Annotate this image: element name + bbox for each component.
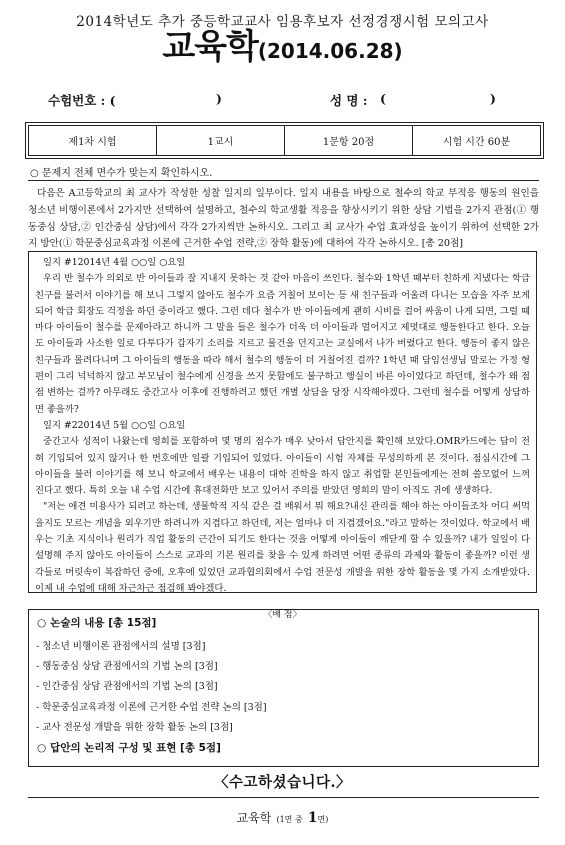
divider bbox=[28, 180, 539, 181]
name-close: ) bbox=[490, 91, 496, 106]
scoring-item: - 청소년 비행이론 관점에서의 설명 [3점] bbox=[36, 641, 206, 652]
subject-name: 교육학 bbox=[162, 27, 258, 67]
info-time: 시험 시간 60분 bbox=[442, 137, 511, 148]
journal-entry-2-body: 중간고사 성적이 나왔는데 영희를 포함하여 몇 명의 점수가 매우 낮아서 답안지를 확인해 보았다.OMR카드에는 답이 전혀 기입되어 있지 않거나 한 번호에만 일괄 기입되어 있었다. 아이들이 시험 자체를 무성의하게 본 것이다. 점심시간에 그 아이들을 불러 이야기를 해 보니 학교에서 배우는 내용이 대학 진학을 하지 않고 취업할 본인들에게는 전혀 쓸모없어 느껴진다고 했다. 특히 오늘 내 수업 시간에 휴대전화만 보고 있어서 주의를 받았던 영희의 말이 아직도 귀에 생생하다. bbox=[35, 436, 530, 497]
footer-page-prefix: (1면 중 bbox=[276, 815, 303, 824]
footer-subject: 교육학 bbox=[236, 811, 272, 825]
closing-message: 〈수고하셨습니다.〉 bbox=[213, 774, 352, 791]
bullet-circle-icon: ○ bbox=[37, 742, 47, 754]
name-open: ( bbox=[380, 91, 386, 106]
scoring-item: - 교사 전문성 개발을 위한 장학 활동 논의 [3점] bbox=[36, 721, 233, 733]
bullet-circle-icon: ○ bbox=[37, 617, 47, 629]
info-questions: 1문항 20점 bbox=[285, 126, 413, 155]
journal-entry-1-header: 일지 #12014년 4월 ○○일 ○요일 bbox=[43, 257, 186, 268]
scoring-item: - 행동중심 상담 관점에서의 기법 논의 [3점] bbox=[36, 661, 218, 673]
exam-date: (2014.06.28) bbox=[257, 39, 403, 63]
subject-heading bbox=[0, 27, 565, 67]
exam-title: 2014학년도 추가 중등학교교사 임용후보자 선정경쟁시험 모의고사 bbox=[76, 14, 489, 30]
name-label: 성 명 : bbox=[330, 93, 368, 108]
reflection-journal-box bbox=[28, 251, 537, 593]
exam-number-label: 수험번호 : ( bbox=[48, 93, 116, 108]
section-title: 답안의 논리적 구성 및 표현 [총 5점] bbox=[50, 742, 221, 754]
scoring-item: - 인간중심 상담 관점에서의 기법 논의 [3점] bbox=[36, 681, 218, 693]
page-footer bbox=[0, 807, 565, 826]
scoring-title: 〈배 점〉 bbox=[0, 602, 565, 621]
scoring-item: - 학문중심교육과정 이론에 근거한 수업 전략 논의 [3점] bbox=[36, 701, 267, 713]
journal-entry-2-header: 일지 #22014년 5월 ○○일 ○요일 bbox=[43, 419, 186, 431]
scoring-section-content bbox=[37, 615, 156, 630]
journal-entry-1-body: 우리 반 철수가 의외로 반 아이들과 잘 지내지 못하는 것 같아 마음이 쓰인다. 철수와 1학년 때부터 친하게 지냈다는 학급 친구를 불러서 이야기를 해 보니 그렇지 않아도 철수가 요즘 거칠어 보이는 등 새 친구들과 어울려 다니는 모습을 자주 보게 되어 학급 회장도 걱정을 하던 중이라고 했다. 그런 데다 철수가 반 아이들에게 괜히 시비를 걸어 싸움이 나게 되면, 그럴 때마다 아이들이 철수를 문제아라고 하니까 그 말을 들은 철수가 더욱 더 아이들과 멀어지고 제멋대로 행동한다고 한다. 오늘도 아이들과 사소한 일로 다투다가 갑자기 소리를 지르고 물건을 던지고는 교실에서 나가 버렸다고 한다. 행동이 좋지 않은 친구들과 몰려다니며 그 아이들의 행동을 따라 해서 철수의 행동이 더 거칠어진 걸까? 1학년 때 담임선생님 말로는 가정 형편이 그리 넉넉하지 않고 부모님이 철수에게 신경을 쓰지 못함에도 불구하고 행실이 바른 아이였다고 하던데, 철수가 왜 점점 변하는 걸까? 아무래도 중간고사 이후에 진행하려고 했던 개별 상담을 당장 시작해야겠다. 그런데 철수를 어떻게 상담하면 좋을까? bbox=[35, 273, 530, 415]
info-session: 제1차 시험 bbox=[29, 126, 157, 155]
exam-number-close: ) bbox=[216, 91, 222, 106]
journal-entry-2-quote: "저는 애견 미용사가 되려고 하는데, 생물학적 지식 같은 걸 배워서 뭐 해요?내신 관리를 해야 하는 아이들조차 어디 써먹을지도 모르는 개념을 외우기만 하려니까 지겹다고 하던데, 저는 얼마나 더 지겹겠어요."라고 말하는 것이었다. 학교에서 배우는 기초 지식이나 원리가 직업 활동의 근간이 되기도 한다는 것을 어떻게 아이들이 깨닫게 할 수 있을까? 내가 일일이 다 설명해 주지 않아도 아이들이 스스로 교과의 기본 원리를 찾을 수 있게 하려면 어떤 종류의 과제와 활동이 좋을까? 이런 생각들로 머릿속이 복잡하던 중에, 오후에 있었던 교과협의회에서 수업 전문성 개발을 위한 장학 활동을 몇 가지 소개받았다. 이제 내 수업에 대해 차근차근 점검해 봐야겠다. bbox=[35, 501, 530, 594]
question-prompt: 다음은 A고등학교의 최 교사가 작성한 성찰 일지의 일부이다. 일지 내용을 바탕으로 철수의 학교 부적응 행동의 원인을 청소년 비행이론에서 2가지만 선택하여 설명하고, 철수의 학교생활 적응을 향상시키기 위한 상담 기법을 2가지 관점(① 행동중심 상담,② 인간중심 상담)에서 각각 2가지씩만 논하시오. 그리고 최 교사가 수업 효과성을 높이기 위하여 선택한 2가지 방안(① 학문중심교육과정 이론에 근거한 수업 전략,② 장학 활동)에 대하여 각각 논하시오. [총 20점] bbox=[28, 188, 539, 250]
footer-divider bbox=[28, 797, 539, 798]
section-title: 논술의 내용 [총 15점] bbox=[50, 617, 157, 629]
footer-page-number: 1 bbox=[307, 810, 318, 826]
info-period: 1교시 bbox=[157, 126, 285, 155]
scoring-items bbox=[36, 637, 267, 738]
exam-info-table bbox=[28, 125, 541, 156]
footer-page-suffix: 면) bbox=[317, 815, 329, 824]
scoring-section-structure bbox=[37, 740, 221, 755]
page-count-notice: ○ 문제지 전체 면수가 맞는지 확인하시오. bbox=[30, 168, 213, 179]
